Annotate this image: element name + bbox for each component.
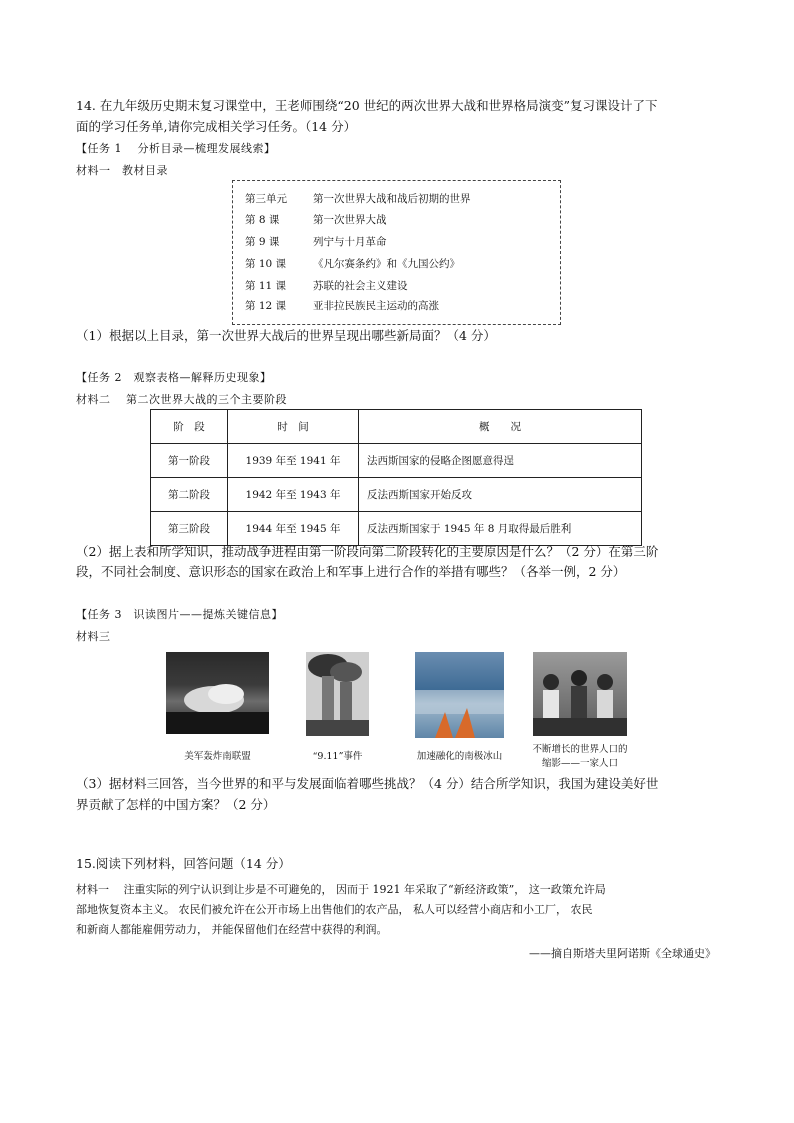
- bombing-photo: [166, 652, 269, 734]
- table-cell: 反法西斯国家开始反攻: [359, 478, 642, 512]
- question-2-line1: （2）据上表和所学知识，推动战争进程由第一阶段向第二阶段转化的主要原因是什么？（2 分）在第三阶: [76, 544, 659, 559]
- table-cell: 1939 年至 1941 年: [228, 444, 359, 478]
- caption-bombing: 美军轰炸南联盟: [184, 751, 251, 762]
- table-row: [151, 444, 642, 478]
- toc-row: 第 8 课 第一次世界大战: [245, 214, 387, 226]
- toc-row: 第 9 课 列宁与十月革命: [245, 236, 387, 248]
- bombing-scene-icon: [166, 652, 269, 734]
- q15-intro: 15.阅读下列材料，回答问题（14 分）: [76, 856, 291, 871]
- task1-title: 【任务 1 分析目录—梳理发展线索】: [76, 142, 276, 155]
- toc-row: 第 11 课 苏联的社会主义建设: [245, 280, 408, 292]
- table-header: 阶 段: [151, 410, 228, 444]
- caption-iceberg: 加速融化的南极冰山: [416, 751, 503, 762]
- table-cell: 第三阶段: [151, 512, 228, 546]
- question-2-line2: 段，不同社会制度、意识形态的国家在政治上和军事上进行合作的举措有哪些？（各举一例，2 分）: [76, 564, 626, 579]
- table-header: 时 间: [228, 410, 359, 444]
- q15-material-line3: 和新商人都能雇佣劳动力， 并能保留他们在经营中获得的利润。: [76, 923, 388, 936]
- table-cell: 1942 年至 1943 年: [228, 478, 359, 512]
- table-row: [151, 478, 642, 512]
- toc-row: 第三单元 第一次世界大战和战后初期的世界: [245, 193, 471, 205]
- question-3-line1: （3）据材料三回答，当今世界的和平与发展面临着哪些挑战？（4 分）结合所学知识，我国为建设美好世: [76, 776, 659, 791]
- toc-box: [232, 180, 561, 325]
- family-photo: [533, 652, 627, 736]
- q15-material-line1: 材料一 注重实际的列宁认识到让步是不可避免的， 因而于 1921 年采取了“新经济政策”， 这一政策允许局: [76, 883, 606, 896]
- table-cell: 第一阶段: [151, 444, 228, 478]
- toc-row: 第 10 课 《凡尔赛条约》和《九国公约》: [245, 258, 460, 270]
- table-cell: 反法西斯国家于 1945 年 8 月取得最后胜利: [359, 512, 642, 546]
- table-header-row: [151, 410, 642, 444]
- family-group-icon: [533, 652, 627, 736]
- question-1: （1）根据以上目录，第一次世界大战后的世界呈现出哪些新局面？（4 分）: [76, 328, 496, 343]
- ww2-stages-table: [150, 409, 642, 546]
- question-3-line2: 界贡献了怎样的中国方案？（2 分）: [76, 797, 276, 812]
- material3-label: 材料三: [76, 630, 111, 643]
- q14-intro-line2: 面的学习任务单,请你完成相关学习任务。（14 分）: [76, 119, 357, 134]
- material1-label: 材料一 教材目录: [76, 164, 168, 177]
- iceberg-photo: [415, 652, 504, 738]
- task2-title: 【任务 2 观察表格—解释历史现象】: [76, 371, 272, 384]
- q14-intro-line1: 14. 在九年级历史期末复习课堂中，王老师围绕“20 世纪的两次世界大战和世界格局演变”复习课设计了下: [76, 98, 658, 113]
- caption-family-line1: 不断增长的世界人口的: [532, 744, 628, 755]
- caption-family-line2: 缩影——一家人口: [541, 758, 618, 769]
- nine-eleven-photo: [306, 652, 369, 736]
- task3-title: 【任务 3 识读图片——提炼关键信息】: [76, 608, 283, 621]
- table-cell: 1944 年至 1945 年: [228, 512, 359, 546]
- twin-towers-icon: [306, 652, 369, 736]
- table-cell: 法西斯国家的侵略企图愿意得逞: [359, 444, 642, 478]
- q15-material-line2: 部地恢复资本主义。 农民们被允许在公开市场上出售他们的农产品， 私人可以经营小商店和小工厂， 农民: [76, 903, 593, 916]
- material2-label: 材料二 第二次世界大战的三个主要阶段: [76, 393, 287, 406]
- toc-row: 第 12 课 亚非拉民族民主运动的高涨: [245, 300, 439, 312]
- melting-ice-icon: [415, 652, 504, 738]
- caption-nine-eleven: “9.11”事件: [312, 751, 363, 762]
- table-header: 概 况: [359, 410, 642, 444]
- table-cell: 第二阶段: [151, 478, 228, 512]
- q15-source: ——摘自斯塔夫里阿诺斯《全球通史》: [529, 947, 716, 960]
